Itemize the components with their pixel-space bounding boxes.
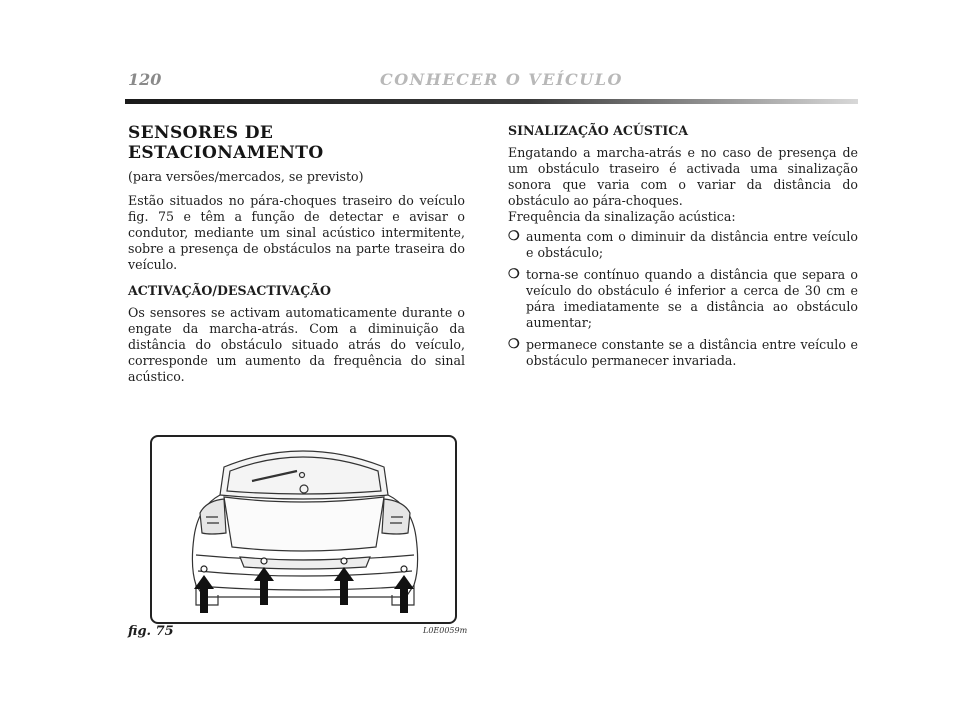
- list-item: [508, 337, 858, 369]
- arrow-up-icon: [194, 575, 214, 613]
- circle-bullet-icon: ❍: [508, 337, 520, 352]
- sensor-icon: [261, 558, 267, 564]
- car-rear-parking-sensors-icon: [152, 437, 455, 622]
- right-column: [508, 123, 858, 375]
- circle-bullet-icon: ❍: [508, 229, 520, 244]
- running-title: CONHECER O VEÍCULO: [380, 70, 623, 89]
- arrow-up-icon: [394, 575, 414, 613]
- figure-code: L0E0059m: [423, 626, 468, 635]
- list-item-text: aumenta com o diminuir da distância entre veículo e obstáculo;: [526, 229, 858, 260]
- arrow-up-icon: [334, 567, 354, 605]
- sensor-icon: [201, 566, 207, 572]
- page-number: 120: [128, 70, 162, 89]
- circle-bullet-icon: ❍: [508, 267, 520, 282]
- activation-paragraph: Os sensores se activam automaticamente durante o engate da marcha-atrás. Com a diminuição da distância do obstáculo situado atrás do veículo, corresponde um aumento da frequência do sinal acústico.: [128, 305, 465, 384]
- sensor-icon: [401, 566, 407, 572]
- figure-frame: [150, 435, 457, 624]
- section-subtitle: (para versões/mercados, se previsto): [128, 169, 364, 184]
- activation-heading: ACTIVAÇÃO/DESACTIVAÇÃO: [128, 283, 331, 298]
- intro-paragraph: Estão situados no pára-choques traseiro do veículo fig. 75 e têm a função de detectar e avisar o condutor, mediante um sinal acústico intermitente, sobre a presença de obstáculos na parte traseira do veículo.: [128, 193, 465, 272]
- list-item-text: permanece constante se a distância entre veículo e obstáculo permanecer invariada.: [526, 337, 858, 368]
- figure-caption: fig. 75: [128, 624, 174, 639]
- frequency-label: Frequência da sinalização acústica:: [508, 209, 736, 224]
- frequency-list: [508, 229, 858, 369]
- section-title: SENSORES DE ESTACIONAMENTO: [128, 123, 324, 163]
- acoustic-intro: Engatando a marcha-atrás e no caso de presença de um obstáculo traseiro é activada uma sinalização sonora que varia com o variar da distância do obstáculo ao pára-choques.: [508, 145, 858, 208]
- sensor-icon: [341, 558, 347, 564]
- left-column: [128, 123, 465, 395]
- acoustic-heading: SINALIZAÇÃO ACÚSTICA: [508, 123, 689, 138]
- list-item-text: torna-se contínuo quando a distância que separa o veículo do obstáculo é inferior a cerca de 30 cm e pára imediatamente se a distância ao obstáculo aumentar;: [526, 267, 858, 330]
- arrow-up-icon: [254, 567, 274, 605]
- list-item: [508, 267, 858, 331]
- list-item: [508, 229, 858, 261]
- header-rule: [125, 99, 858, 104]
